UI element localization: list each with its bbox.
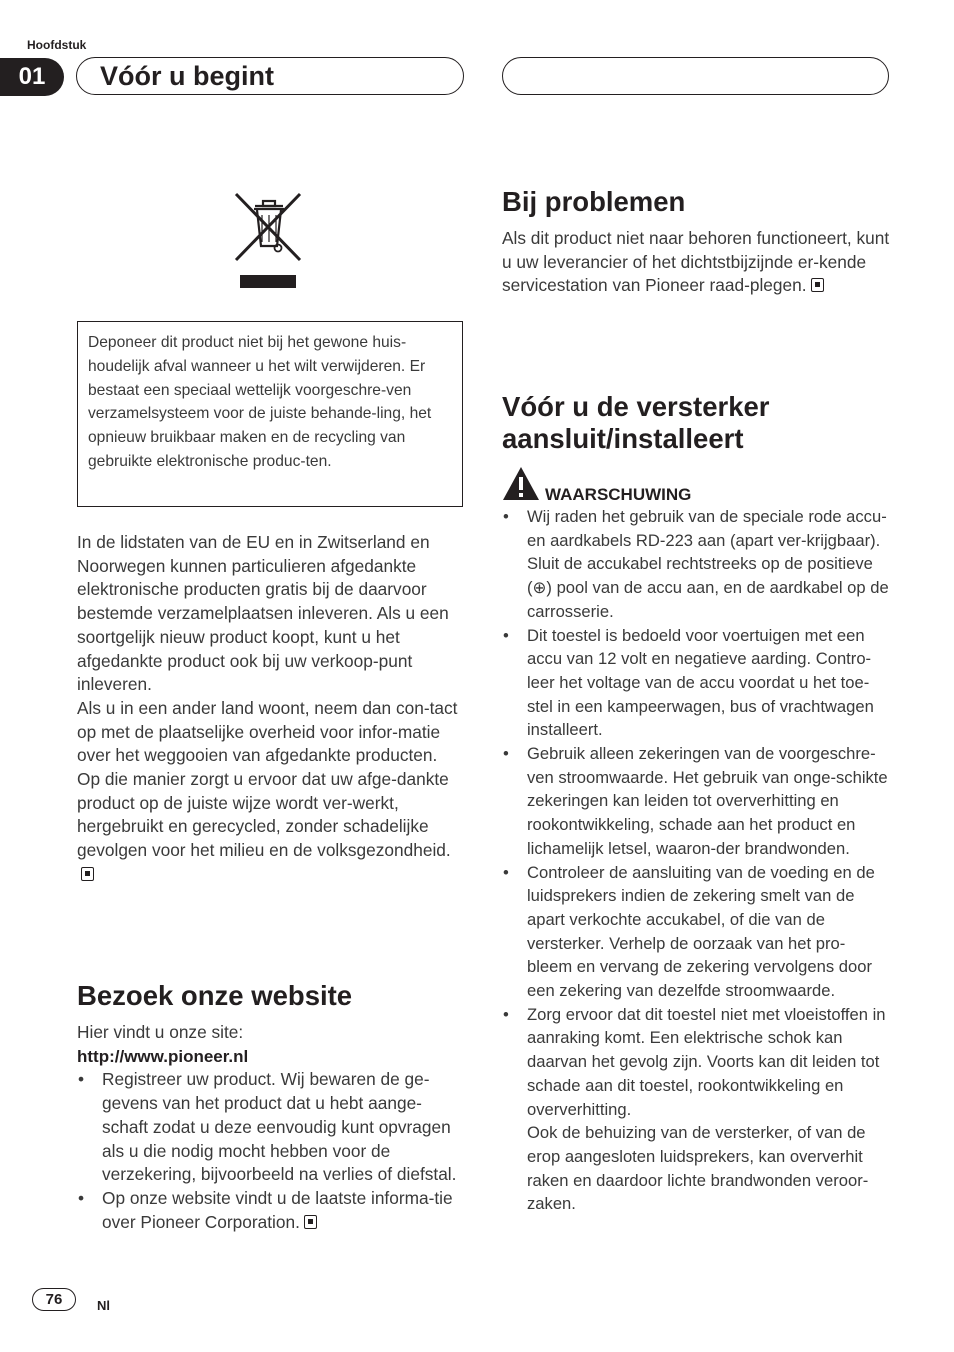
- warning-continuation: Ook de behuizing van de versterker, of van de erop aangesloten luidsprekers, kan oververhit raken en daardoor lichte brandwonden veroor-zaken.: [527, 1123, 869, 1214]
- list-item: • Wij raden het gebruik van de speciale rode accu- en aardkabels RD-223 aan (apart ver-krijgbaar). Sluit de accukabel rechtstreeks op de positieve (⊕) pool van de accu aan, en de aardkabel op de carrosserie.: [502, 505, 890, 624]
- chapter-subtitle-frame: [502, 57, 889, 95]
- website-url-link[interactable]: http://www.pioneer.nl: [77, 1046, 249, 1066]
- warning-bullet-list: [502, 505, 890, 1216]
- problems-text: Als dit product niet naar behoren functioneert, kunt u uw leverancier of het dichtstbijzijnde er-kende servicestation van Pioneer raad-plegen.: [502, 228, 890, 296]
- install-heading: Vóór u de versterker aansluit/installeert: [502, 391, 770, 454]
- disposal-notice-text: Deponeer dit product niet bij het gewone huis-houdelijk afval wanneer u het wilt verwijderen. Er bestaat een speciaal wettelijk voorgeschre-ven verzamelsysteem voor de juiste behande-ling, het opnieuw bruikbaar maken en de recycling van gebruikte elektronische produc-ten.: [88, 334, 432, 470]
- list-item: • Registreer uw product. Wij bewaren de ge-gevens van het product dat u hebt aange-schaft zodat u deze eenvoudig kunt opvragen als u die nodig mocht hebben voor de verzekering, bijvoorbeeld na verlies of diefstal.: [77, 1068, 463, 1187]
- chapter-number: 01: [0, 58, 64, 96]
- disposal-notice-box: [77, 321, 463, 507]
- eu-disposal-paragraph: In de lidstaten van de EU en in Zwitserland en Noorwegen kunnen particulieren afgedankte elektronische producten gratis bij de daarvoor bestemde verzamelplaatsen inleveren. Als u een soortgelijk nieuw product koopt, kunt u het afgedankte product ook bij uw verkoop-punt inleveren.: [77, 532, 449, 695]
- end-mark-icon: [304, 1215, 317, 1229]
- website-intro: Hier vindt u onze site:: [77, 1022, 244, 1042]
- problems-heading: Bij problemen: [502, 186, 686, 217]
- left-column-text: [77, 531, 463, 887]
- end-mark-icon: [811, 278, 824, 292]
- page-number: 76: [32, 1288, 76, 1311]
- weee-bin-icon: [232, 190, 304, 290]
- warning-triangle-icon: [502, 466, 540, 501]
- list-item: • Controleer de aansluiting van de voeding en de luidsprekers indien de zekering smelt van de apart verkochte accukabel, of die van de versterker. Verhelp de oorzaak van het pro-bleem en vervang de zekering vervolgens door een zekering van dezelfde stroomwaarde.: [502, 861, 890, 1003]
- chapter-label: Hoofdstuk: [27, 38, 87, 52]
- end-mark-icon: [81, 867, 94, 881]
- environment-paragraph: Op die manier zorgt u ervoor dat uw afge-dankte product op de juiste wijze wordt ver-werkt, hergebruikt en gerecycled, zonder schadelijke gevolgen voor het milieu en de volksgezondheid.: [77, 768, 463, 887]
- list-item: • Dit toestel is bedoeld voor voertuigen met een accu van 12 volt en negatieve aarding. Contro-leer het voltage van de accu voordat u het toe-stel in een kampeerwagen, bus of vrachtwagen installeert.: [502, 624, 890, 743]
- language-code: Nl: [97, 1298, 110, 1313]
- list-item: • Gebruik alleen zekeringen van de voorgeschre-ven stroomwaarde. Het gebruik van onge-schikte zekeringen kan leiden tot oververhitting en rookontwikkeling, schade aan het product en lichamelijk letsel, waaron-der brandwonden.: [502, 742, 890, 861]
- list-item: • Op onze website vindt u de laatste informa-tie over Pioneer Corporation.: [77, 1187, 463, 1234]
- warning-header: [502, 466, 692, 504]
- warning-title: WAARSCHUWING: [545, 485, 692, 504]
- other-country-paragraph: Als u in een ander land woont, neem dan con-tact op met de plaatselijke overheid voor infor-matie over het weggooien van afgedankte producten.: [77, 697, 458, 766]
- warning-section: [502, 505, 890, 1216]
- website-heading: Bezoek onze website: [77, 980, 353, 1011]
- chapter-title: Vóór u begint: [100, 61, 274, 91]
- website-bullet-list: [77, 1068, 463, 1234]
- list-item: • Zorg ervoor dat dit toestel niet met vloeistoffen in aanraking komt. Een elektrische schok kan daarvan het gevolg zijn. Voorts kan dit leiden tot schade aan dit toestel, rookontwikkeling en oververhitting. Ook de behuizing van de versterker, of van de erop aangesloten luidsprekers, kan oververhit raken en daardoor lichte brandwonden veroor-zaken.: [502, 1003, 890, 1216]
- website-section: [77, 1021, 463, 1234]
